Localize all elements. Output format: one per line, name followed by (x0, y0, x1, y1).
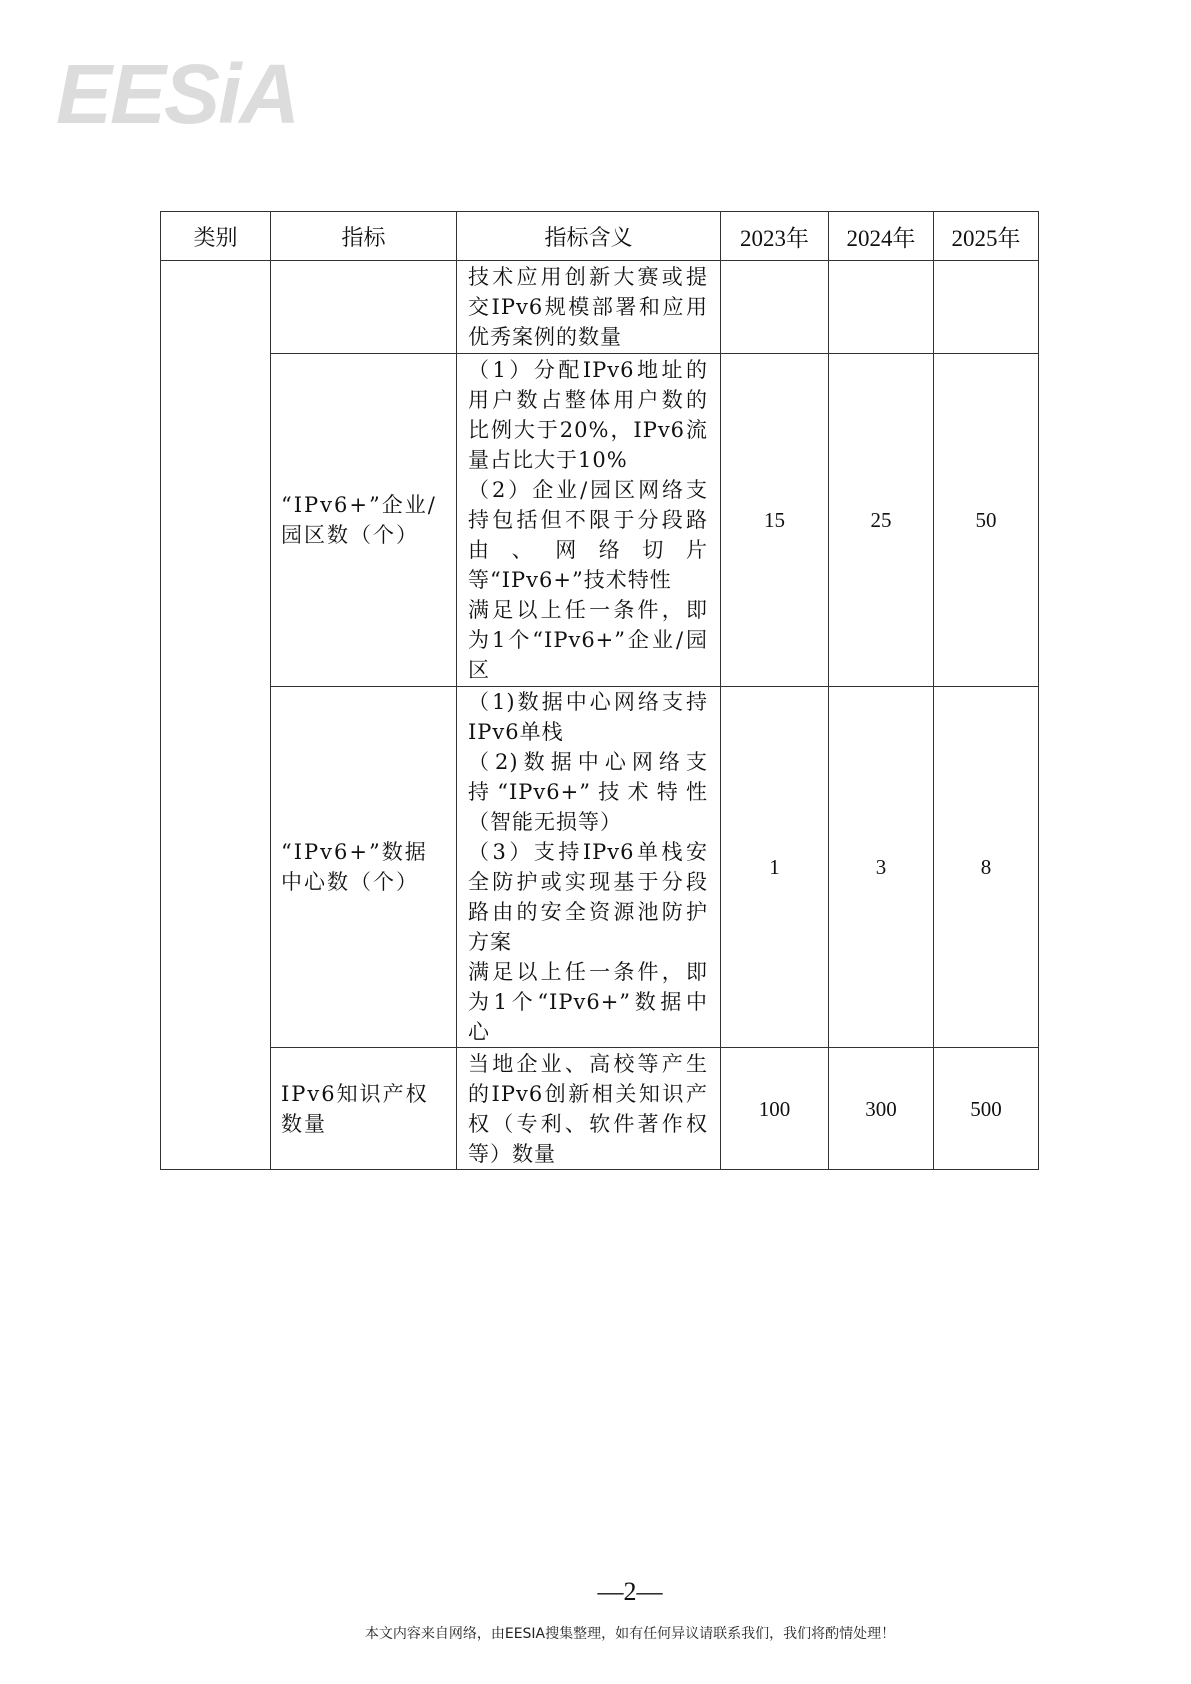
indicator-cell: IPv6知识产权数量 (271, 1048, 457, 1170)
value-2024: 300 (829, 1048, 934, 1170)
meaning-cell: 技术应用创新大赛或提交IPv6规模部署和应用优秀案例的数量 (457, 261, 721, 354)
meaning-cell: 当地企业、高校等产生的IPv6创新相关知识产权（专利、软件著作权等）数量 (457, 1048, 721, 1170)
page-number: —2— (597, 1577, 663, 1606)
value-2025: 8 (934, 687, 1039, 1048)
meaning-cell: （1）分配IPv6地址的用户数占整体用户数的比例大于20%，IPv6流量占比大于10% （2）企业/园区网络支持包括但不限于分段路由、网络切片等“IPv6+”技术特性 满足以上任一条件，即为1个“IPv6+”企业/园区 (457, 354, 721, 687)
value-2023: 100 (721, 1048, 829, 1170)
header-category: 类别 (161, 212, 271, 261)
indicator-cell: “IPv6+”企业/园区数（个） (271, 354, 457, 687)
header-2024: 2024年 (829, 212, 934, 261)
value-2023: 1 (721, 687, 829, 1048)
header-2025: 2025年 (934, 212, 1039, 261)
header-2023: 2023年 (721, 212, 829, 261)
value-2023: 15 (721, 354, 829, 687)
value-2023 (721, 261, 829, 354)
indicator-table (160, 211, 1039, 1170)
header-meaning: 指标含义 (457, 212, 721, 261)
table-header-row (161, 212, 1039, 261)
footer-note: 本文内容来自网络，由EESIA搜集整理，如有任何异议请联系我们，我们将酌情处理！ (364, 1626, 896, 1642)
table-row (161, 261, 1039, 354)
value-2024: 3 (829, 687, 934, 1048)
value-2025: 500 (934, 1048, 1039, 1170)
value-2025: 50 (934, 354, 1039, 687)
eesia-logo: EESiA (56, 47, 299, 141)
meaning-cell: （1)数据中心网络支持IPv6单栈 （2)数据中心网络支持“IPv6+”技术特性（智能无损等） （3）支持IPv6单栈安全防护或实现基于分段路由的安全资源池防护方案 满足以上任一条件，即为1个“IPv6+”数据中心 (457, 687, 721, 1048)
table-row (161, 687, 1039, 1048)
category-cell (161, 261, 271, 1170)
indicator-cell: “IPv6+”数据中心数（个） (271, 687, 457, 1048)
value-2024 (829, 261, 934, 354)
table-row (161, 354, 1039, 687)
indicator-cell (271, 261, 457, 354)
value-2025 (934, 261, 1039, 354)
table-row (161, 1048, 1039, 1170)
value-2024: 25 (829, 354, 934, 687)
header-indicator: 指标 (271, 212, 457, 261)
